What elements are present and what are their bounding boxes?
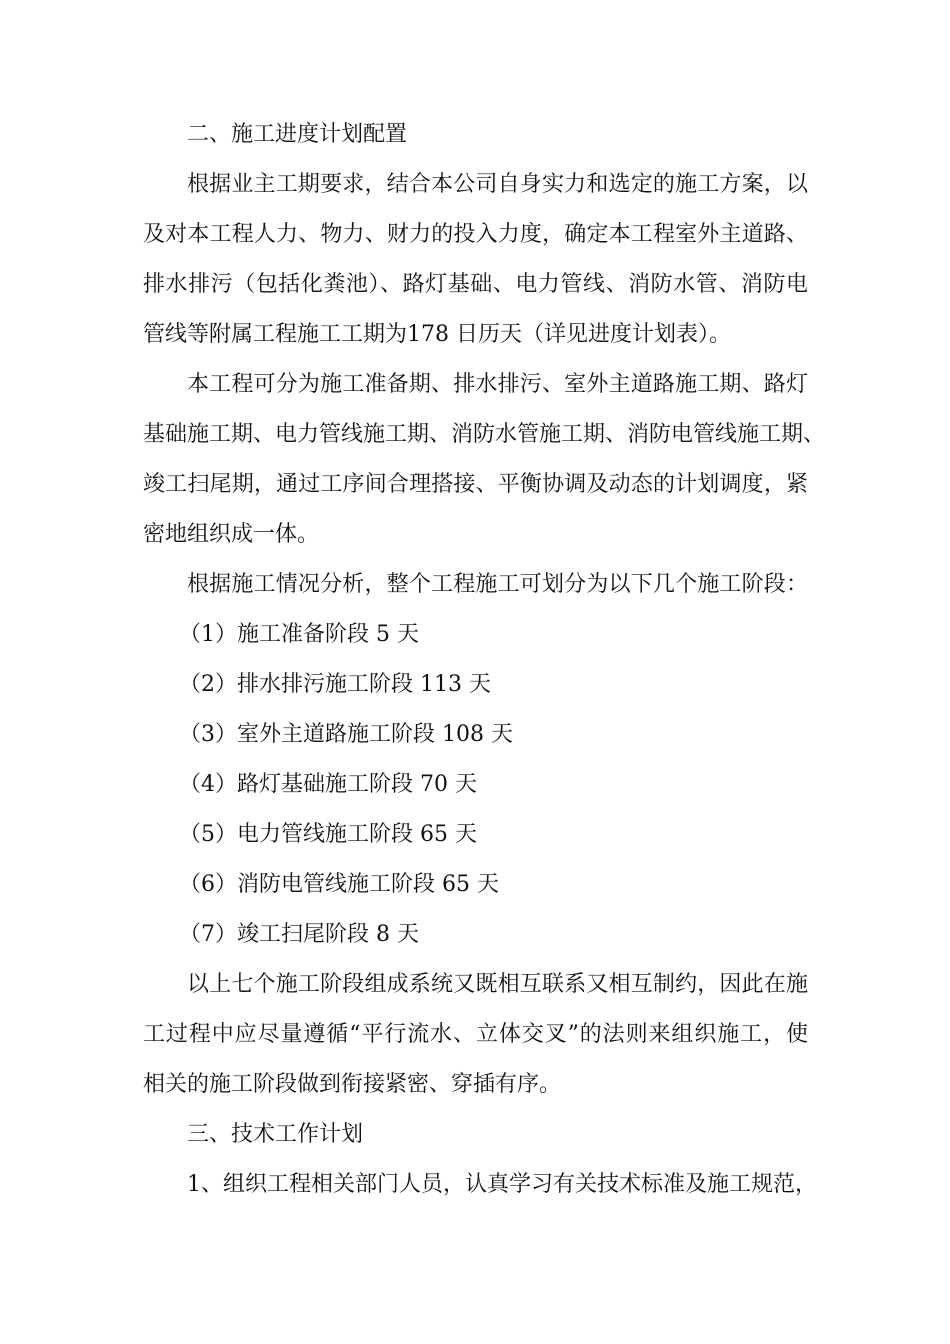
stage-item: （5）电力管线施工阶段 65 天 (179, 822, 477, 847)
stage-list (143, 610, 808, 960)
text-line: 竣工扫尾期，通过工序间合理搭接、平衡协调及动态的计划调度，紧 (143, 472, 808, 497)
section-heading-schedule: 二、施工进度计划配置 (187, 122, 408, 147)
paragraph-closing (143, 960, 808, 1110)
text-line: 以上七个施工阶段组成系统又既相互联系又相互制约，因此在施 (187, 972, 808, 997)
stage-item: （6）消防电管线施工阶段 65 天 (179, 872, 499, 897)
text-line: 本工程可分为施工准备期、排水排污、室外主道路施工期、路灯 (187, 372, 808, 397)
text-line: 及对本工程人力、物力、财力的投入力度，确定本工程室外主道路、 (143, 222, 808, 247)
text-line: 管线等附属工程施工工期为178 日历天（详见进度计划表）。 (143, 322, 731, 347)
paragraph-analysis: 根据施工情况分析，整个工程施工可划分为以下几个施工阶段： (187, 572, 808, 597)
text-line: 工过程中应尽量遵循“平行流水、立体交叉”的法则来组织施工，使 (143, 1022, 808, 1047)
text-line: 基础施工期、电力管线施工期、消防水管施工期、消防电管线施工期、 (143, 422, 826, 447)
stage-item: （2）排水排污施工阶段 113 天 (179, 672, 491, 697)
paragraph-schedule-overview (143, 160, 808, 360)
stage-item: （1）施工准备阶段 5 天 (179, 622, 419, 647)
text-line: 根据业主工期要求，结合本公司自身实力和选定的施工方案，以 (187, 172, 808, 197)
stage-item: （7）竣工扫尾阶段 8 天 (179, 922, 419, 947)
text-line: 相关的施工阶段做到衔接紧密、穿插有序。 (143, 1072, 562, 1097)
section-heading-technical: 三、技术工作计划 (187, 1122, 364, 1147)
stage-item: （4）路灯基础施工阶段 70 天 (179, 772, 477, 797)
stage-item: （3）室外主道路施工阶段 108 天 (179, 722, 513, 747)
paragraph-technical-1: 1、组织工程相关部门人员，认真学习有关技术标准及施工规范， (187, 1172, 817, 1197)
paragraph-phases (143, 360, 826, 560)
document-body (143, 110, 826, 1210)
text-line: 密地组织成一体。 (143, 522, 320, 547)
text-line: 排水排污（包括化粪池）、路灯基础、电力管线、消防水管、消防电 (143, 272, 808, 297)
